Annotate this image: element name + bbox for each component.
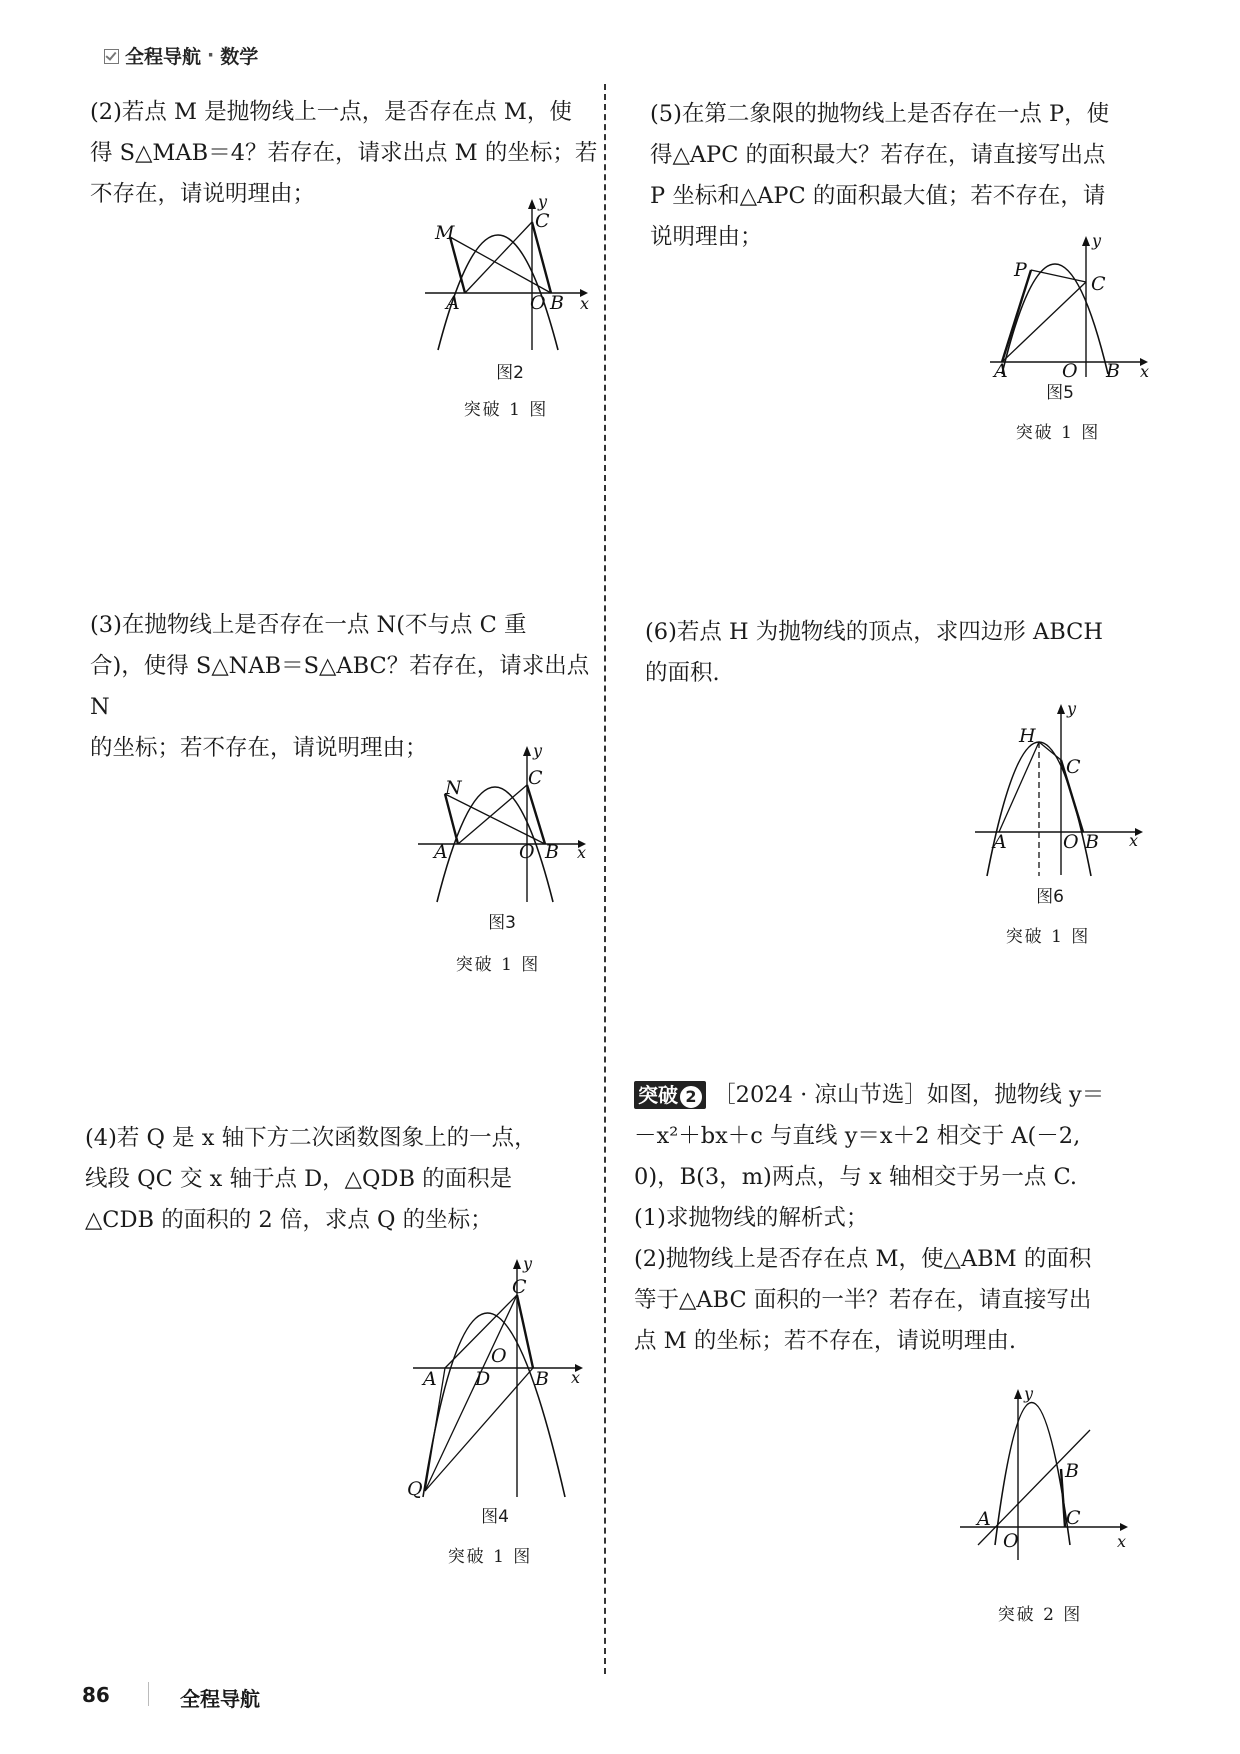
- label-O: O: [530, 292, 546, 314]
- checkbox-icon: [104, 49, 119, 64]
- label-C: C: [528, 767, 543, 789]
- label-O: O: [519, 841, 535, 863]
- question-line: (5)在第二象限的抛物线上是否存在一点 P，使: [650, 101, 1110, 127]
- label-x: x: [1140, 362, 1150, 381]
- label-y: y: [523, 1254, 533, 1273]
- figure-6: [975, 700, 1165, 880]
- label-B: B: [535, 1368, 549, 1390]
- label-O: O: [491, 1345, 507, 1367]
- question-line: (6)若点 H 为抛物线的顶点，求四边形 ABCH: [645, 619, 1103, 645]
- label-O: O: [1063, 831, 1079, 853]
- question-line: (4)若 Q 是 x 轴下方二次函数图象上的一点，: [85, 1125, 537, 1151]
- figure-2: [420, 192, 600, 355]
- label-N: N: [445, 777, 462, 799]
- question-line: (1)求抛物线的解析式；: [634, 1205, 869, 1231]
- label-x: x: [571, 1368, 581, 1387]
- figure-2-caption: 图2: [496, 363, 524, 383]
- question-line: 说明理由；: [650, 224, 763, 250]
- breakthrough-tag-number: 2: [680, 1086, 702, 1108]
- label-B: B: [1085, 831, 1099, 853]
- footer-divider: [148, 1682, 149, 1706]
- question-line-text: ［2024 · 凉山节选］如图，抛物线 y＝: [713, 1082, 1105, 1108]
- label-Q: Q: [407, 1478, 423, 1500]
- label-C: C: [1091, 273, 1106, 295]
- label-x: x: [580, 294, 590, 313]
- question-4: [85, 1118, 600, 1241]
- label-A: A: [446, 292, 460, 314]
- label-A: A: [434, 841, 448, 863]
- label-C: C: [535, 210, 550, 232]
- label-x: x: [1129, 831, 1139, 850]
- question-line: (2)若点 M 是抛物线上一点，是否存在点 M，使: [90, 99, 572, 125]
- question-line: 0)，B(3，m)两点，与 x 轴相交于另一点 C.: [634, 1164, 1078, 1190]
- figure-5: [990, 232, 1170, 382]
- page-number: 86: [82, 1683, 110, 1707]
- question-line: △CDB 的面积的 2 倍，求点 Q 的坐标；: [85, 1207, 493, 1233]
- figure-3-source: 突破 1 图: [455, 955, 541, 975]
- question-line: 的坐标；若不存在，请说明理由；: [90, 735, 428, 761]
- label-H: H: [1019, 725, 1036, 747]
- column-divider: [604, 84, 606, 1674]
- label-B: B: [1065, 1460, 1079, 1482]
- figure-4: [405, 1255, 595, 1500]
- label-B: B: [1106, 360, 1120, 382]
- figure-2-source: 突破 1 图: [463, 400, 549, 420]
- question-6: [645, 612, 1170, 694]
- figure-6-caption: 图6: [1036, 887, 1064, 907]
- label-C: C: [1066, 1507, 1081, 1529]
- label-D: D: [475, 1368, 491, 1390]
- label-M: M: [435, 222, 455, 244]
- figure-5-source: 突破 1 图: [1015, 423, 1101, 443]
- label-B: B: [545, 841, 559, 863]
- question-line: －x²＋bx＋c 与直线 y＝x＋2 相交于 A(－2,: [634, 1123, 1081, 1149]
- figure-3: [415, 742, 595, 907]
- header-separator: ·: [207, 44, 215, 66]
- label-A: A: [994, 360, 1008, 382]
- header-series: 全程导航: [125, 45, 202, 68]
- figure-4-source: 突破 1 图: [447, 1547, 533, 1567]
- header-subject: 数学: [220, 45, 259, 68]
- label-x: x: [577, 843, 587, 862]
- label-A: A: [423, 1368, 437, 1390]
- question-line: 得△APC 的面积最大？若存在，请直接写出点: [650, 142, 1106, 168]
- figure-4-caption: 图4: [481, 1507, 509, 1527]
- breakthrough-tag-text: 突破: [638, 1083, 678, 1107]
- figure-breakthrough-2-source: 突破 2 图: [997, 1605, 1083, 1625]
- question-line: P 坐标和△APC 的面积最大值；若不存在，请: [650, 183, 1106, 209]
- question-line: 合)，使得 S△NAB＝S△ABC？若存在，请求出点 N: [90, 653, 590, 720]
- figure-3-caption: 图3: [488, 913, 516, 933]
- figure-5-caption: 图5: [1046, 383, 1074, 403]
- question-line: 等于△ABC 面积的一半？若存在，请直接写出: [634, 1287, 1092, 1313]
- figure-6-source: 突破 1 图: [1005, 927, 1091, 947]
- question-line: 点 M 的坐标；若不存在，请说明理由.: [634, 1328, 1016, 1354]
- label-y: y: [1067, 699, 1077, 718]
- breakthrough-tag: [634, 1081, 706, 1109]
- question-line: 得 S△MAB＝4？若存在，请求出点 M 的坐标；若: [90, 140, 598, 166]
- question-line: (2)抛物线上是否存在点 M，使△ABM 的面积: [634, 1246, 1092, 1272]
- question-line: 线段 QC 交 x 轴于点 D，△QDB 的面积是: [85, 1166, 513, 1192]
- breakthrough-2: [634, 1075, 1174, 1362]
- label-x: x: [1117, 1532, 1127, 1551]
- label-O: O: [1003, 1530, 1019, 1552]
- question-line: 不存在，请说明理由；: [90, 181, 316, 207]
- label-O: O: [1062, 360, 1078, 382]
- question-line: 的面积.: [645, 660, 720, 686]
- figure-breakthrough-2: [955, 1385, 1155, 1565]
- label-C: C: [1066, 756, 1081, 778]
- question-line: [634, 1075, 1174, 1116]
- label-P: P: [1014, 259, 1027, 281]
- footer-title: 全程导航: [180, 1687, 260, 1711]
- label-y: y: [1024, 1384, 1034, 1403]
- label-A: A: [977, 1508, 991, 1530]
- question-line: (3)在抛物线上是否存在一点 N(不与点 C 重: [90, 612, 527, 638]
- label-B: B: [550, 292, 564, 314]
- label-C: C: [512, 1276, 527, 1298]
- page-header: [104, 40, 258, 70]
- label-y: y: [533, 741, 543, 760]
- label-y: y: [1092, 231, 1102, 250]
- label-y: y: [538, 192, 548, 211]
- label-A: A: [993, 831, 1007, 853]
